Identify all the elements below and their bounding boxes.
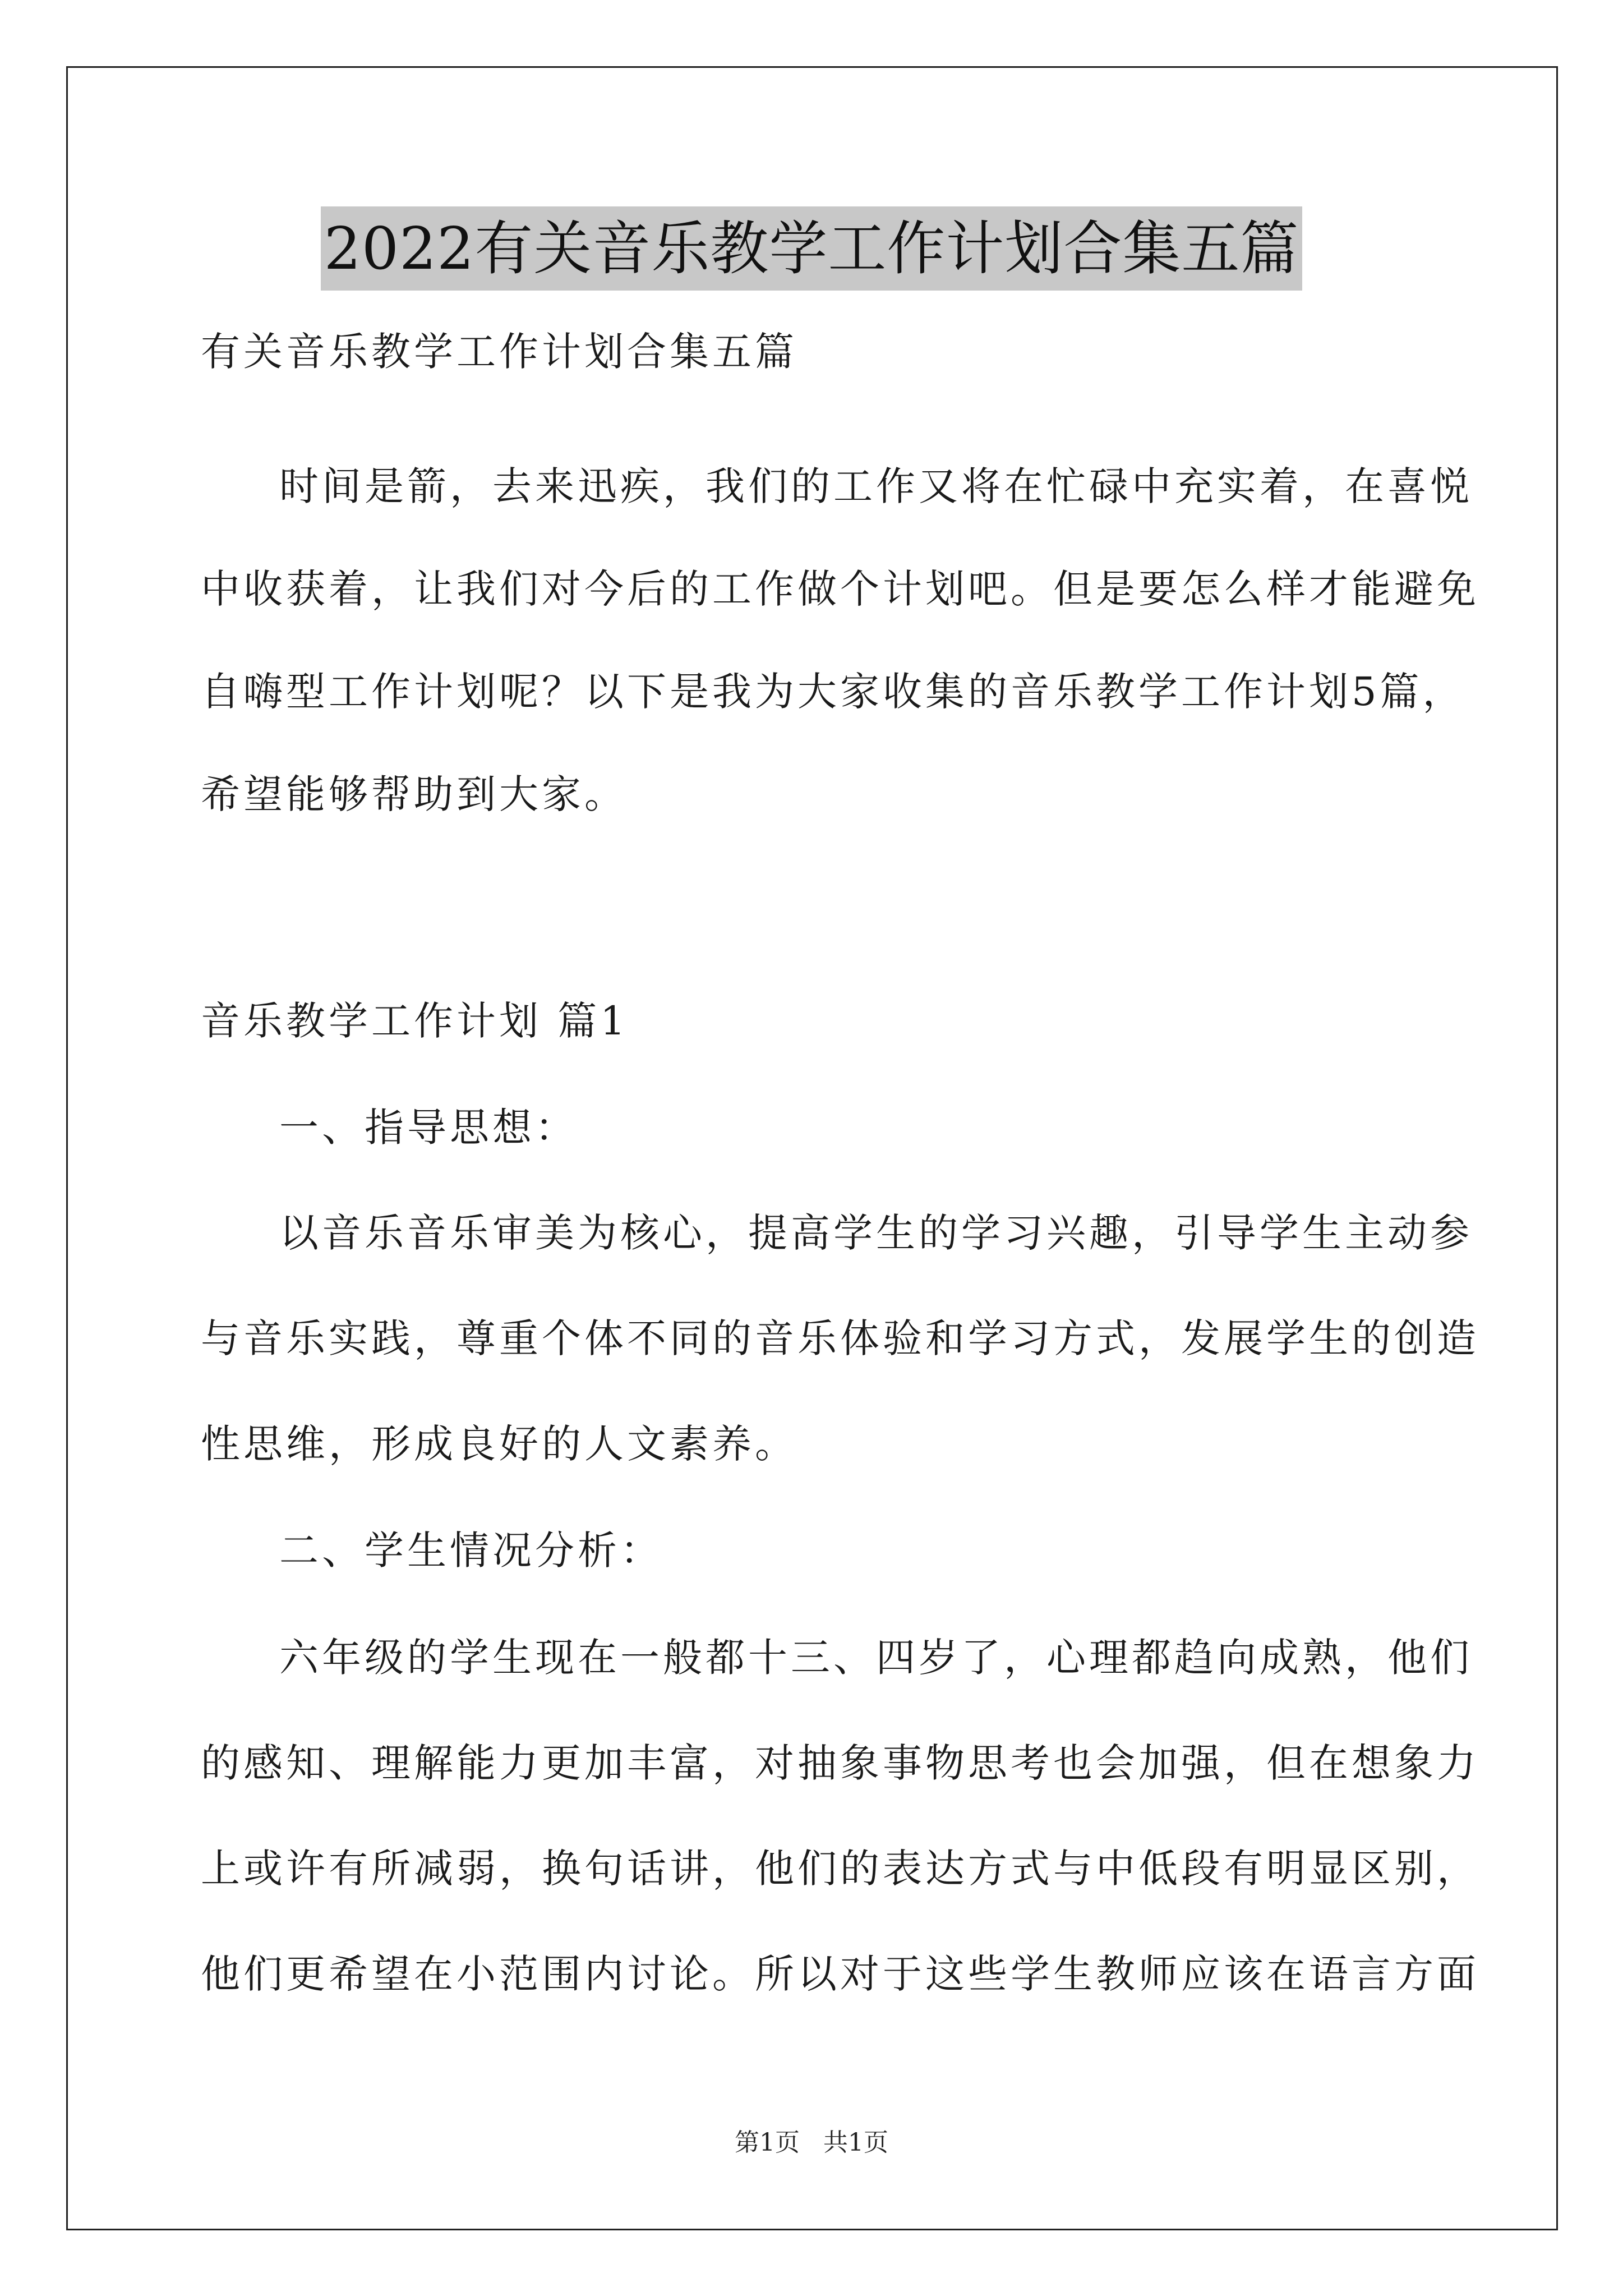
paragraph-line: 自嗨型工作计划呢？以下是我为大家收集的音乐教学工作计划5篇， (201, 669, 1465, 715)
paragraph-line: 六年级的学生现在一般都十三、四岁了，心理都趋向成熟，他们 (279, 1635, 1473, 1681)
paragraph-line: 上或许有所减弱，换句话讲，他们的表达方式与中低段有明显区别， (201, 1846, 1479, 1892)
paragraph-line: 以音乐音乐审美为核心，提高学生的学习兴趣，引导学生主动参 (279, 1210, 1473, 1256)
page-footer: 第1页 共1页 (735, 2128, 888, 2157)
document-title: 2022有关音乐教学工作计划合集五篇 (321, 206, 1303, 291)
paragraph-line: 性思维，形成良好的人文素养。 (201, 1421, 797, 1467)
section-heading: 音乐教学工作计划 篇1 (201, 998, 629, 1044)
paragraph-line: 与音乐实践，尊重个体不同的音乐体验和学习方式，发展学生的创造 (201, 1315, 1479, 1361)
paragraph-line: 的感知、理解能力更加丰富，对抽象事物思考也会加强，但在想象力 (201, 1740, 1479, 1786)
title-container (0, 206, 1623, 291)
subtitle: 有关音乐教学工作计划合集五篇 (201, 329, 797, 375)
paragraph-line: 中收获着，让我们对今后的工作做个计划吧。但是要怎么样才能避免 (201, 566, 1479, 612)
subheading: 一、指导思想： (279, 1105, 578, 1151)
paragraph-line: 他们更希望在小范围内讨论。所以对于这些学生教师应该在语言方面 (201, 1951, 1479, 1997)
paragraph-line: 希望能够帮助到大家。 (201, 771, 627, 817)
paragraph-line: 时间是箭，去来迅疾，我们的工作又将在忙碌中充实着，在喜悦 (279, 463, 1473, 509)
subheading: 二、学生情况分析： (279, 1527, 663, 1573)
